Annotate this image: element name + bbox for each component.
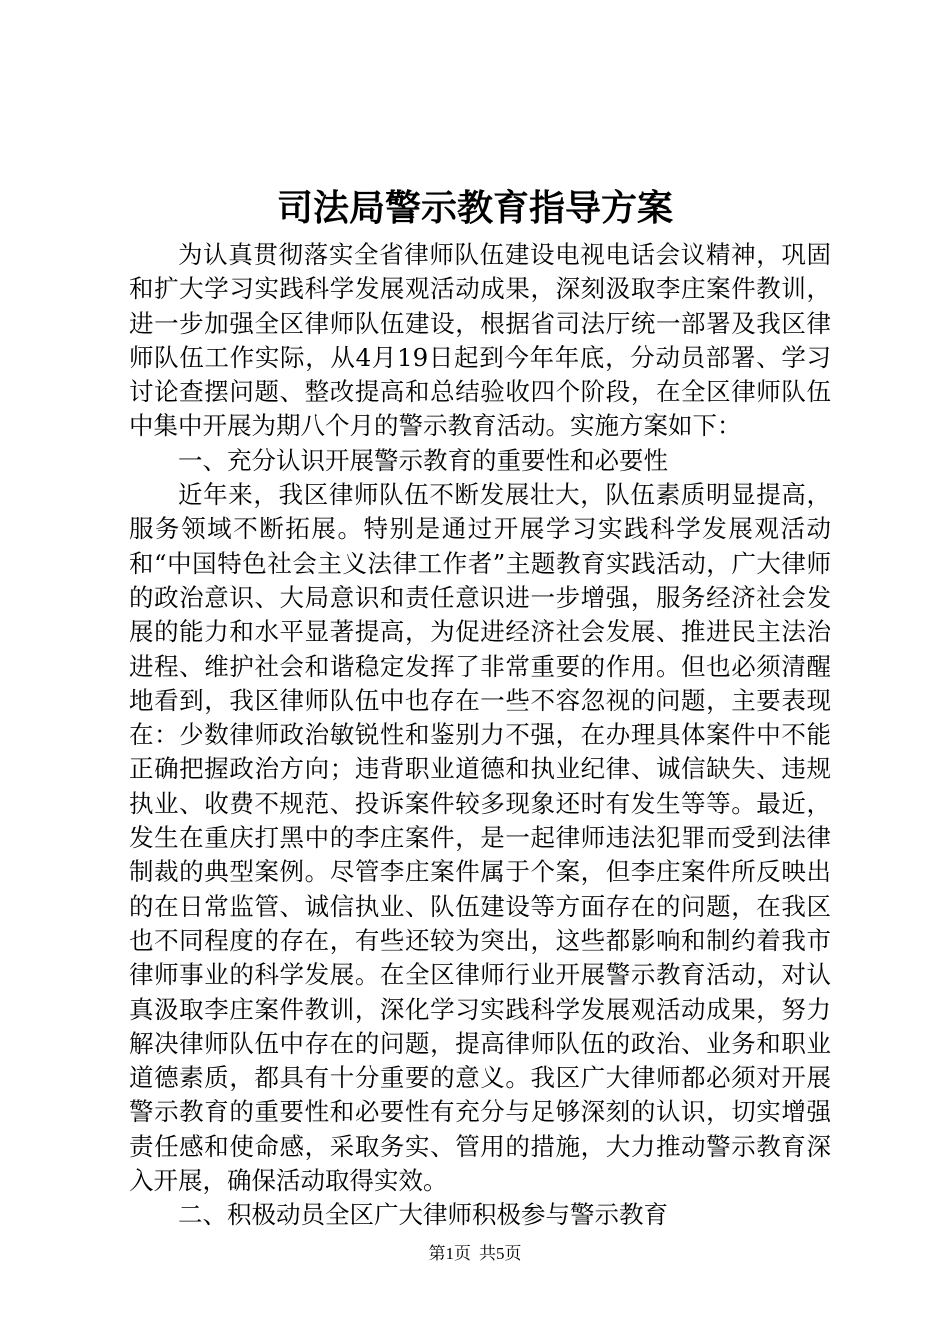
page-total: 共5页 bbox=[479, 1244, 522, 1263]
document-title: 司法局警示教育指导方案 bbox=[276, 187, 673, 229]
page-footer bbox=[0, 1242, 950, 1266]
document-body bbox=[129, 238, 831, 1233]
intro-paragraph: 为认真贯彻落实全省律师队伍建设电视电话会议精神，巩固和扩大学习实践科学发展观活动成果，深刻汲取李庄案件教训，进一步加强全区律师队伍建设，根据省司法厅统一部署及我区律师队伍工作实际，从4月19日起到今年年底，分动员部署、学习讨论查摆问题、整改提高和总结验收四个阶段，在全区律师队伍中集中开展为期八个月的警示教育活动。实施方案如下： bbox=[129, 240, 831, 441]
section-heading-1: 一、充分认识开展警示教育的重要性和必要性 bbox=[178, 445, 668, 475]
section-heading-2: 二、积极动员全区广大律师积极参与警示教育 bbox=[178, 1200, 668, 1230]
page-number: 第1页 bbox=[428, 1244, 471, 1263]
section-1-paragraph: 近年来，我区律师队伍不断发展壮大，队伍素质明显提高，服务领域不断拓展。特别是通过开展学习实践科学发展观活动和“中国特色社会主义法律工作者”主题教育实践活动，广大律师的政治意识、大局意识和责任意识进一步增强，服务经济社会发展的能力和水平显著提高，为促进经济社会发展、推进民主法治进程、维护社会和谐稳定发挥了非常重要的作用。但也必须清醒地看到，我区律师队伍中也存在一些不容忽视的问题，主要表现在：少数律师政治敏锐性和鉴别力不强，在办理具体案件中不能正确把握政治方向；违背职业道德和执业纪律、诚信缺失、违规执业、收费不规范、投诉案件较多现象还时有发生等等。最近，发生在重庆打黑中的李庄案件，是一起律师违法犯罪而受到法律制裁的典型案例。尽管李庄案件属于个案，但李庄案件所反映出的在日常监管、诚信执业、队伍建设等方面存在的问题，在我区也不同程度的存在，有些还较为突出，这些都影响和制约着我市律师事业的科学发展。在全区律师行业开展警示教育活动，对认真汲取李庄案件教训，深化学习实践科学发展观活动成果，努力解决律师队伍中存在的问题，提高律师队伍的政治、业务和职业道德素质，都具有十分重要的意义。我区广大律师都必须对开展警示教育的重要性和必要性有充分与足够深刻的认识，切实增强责任感和使命感，采取务实、管用的措施，大力推动警示教育深入开展，确保活动取得实效。 bbox=[129, 480, 831, 1196]
